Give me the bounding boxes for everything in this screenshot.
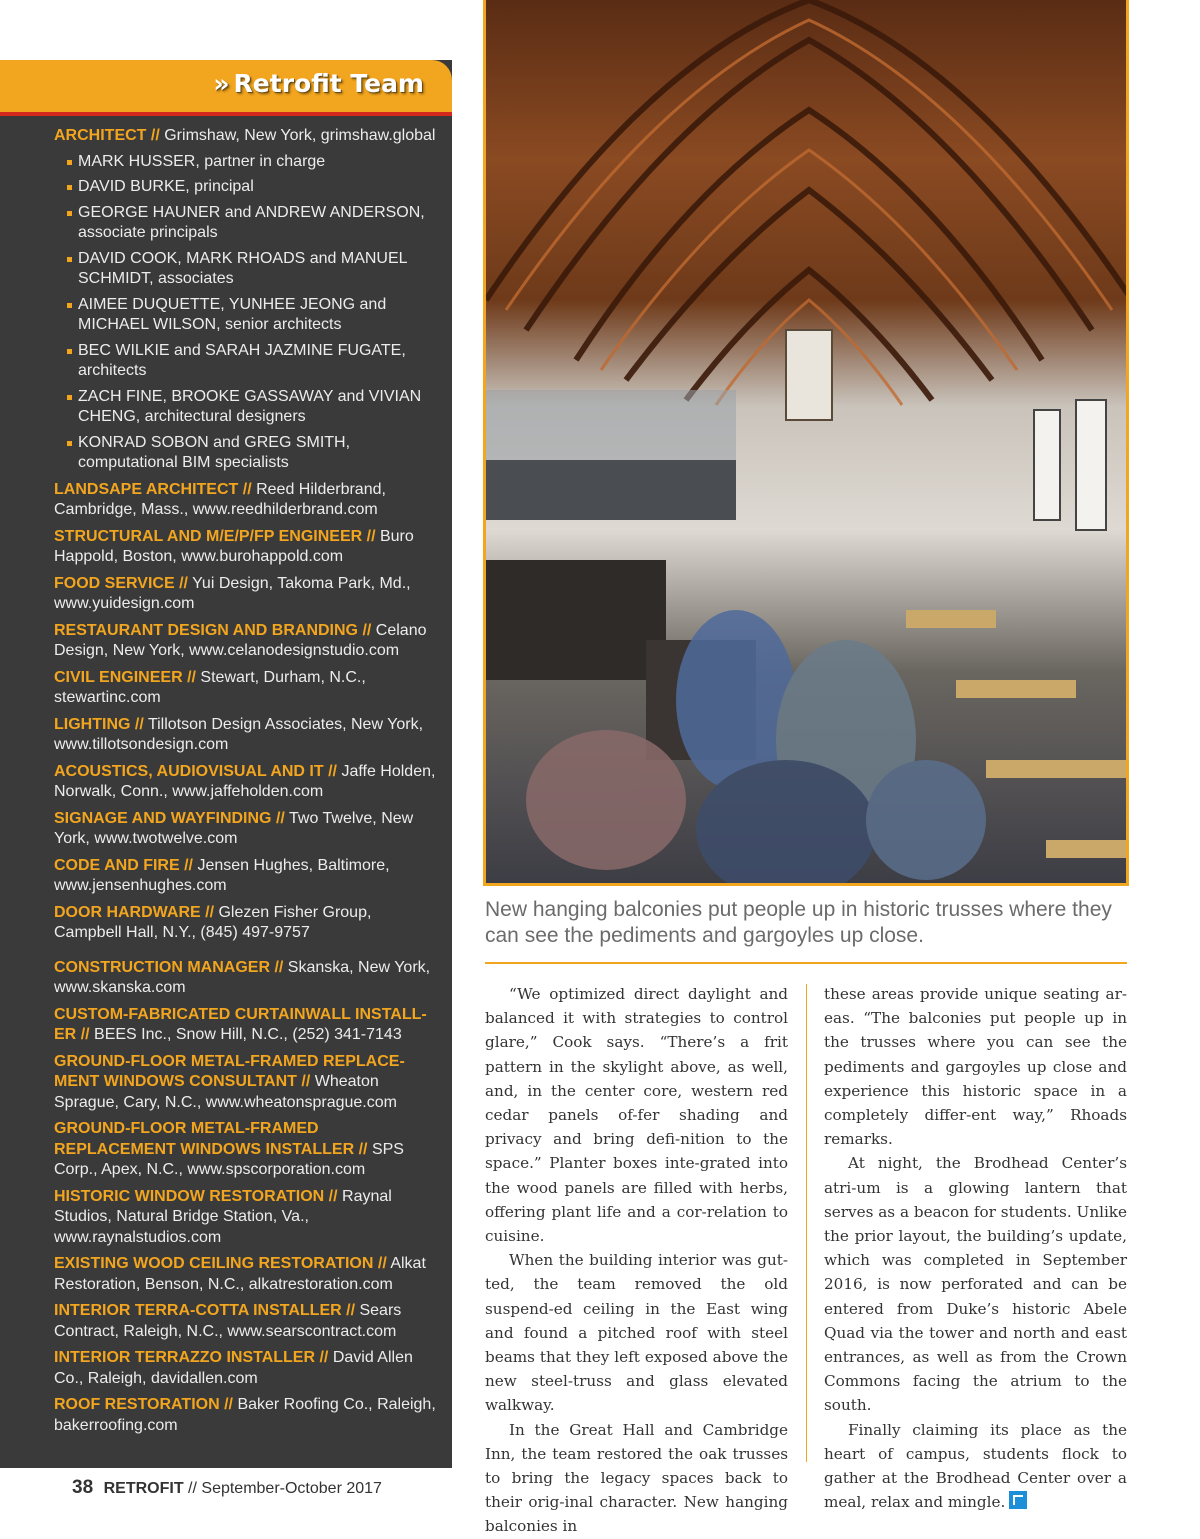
team-entry [54, 1395, 438, 1436]
team-entry [54, 856, 438, 897]
team-entry [54, 1119, 438, 1181]
great-hall-photo [483, 0, 1129, 886]
footer-separator: // [188, 1480, 197, 1497]
sidebar-title [213, 69, 424, 98]
role-separator: // [274, 958, 284, 976]
role-separator: // [346, 1302, 356, 1319]
team-entry [54, 762, 438, 803]
article-column-2 [824, 982, 1127, 1514]
person-item: KONRAD SOBON and GREG SMITH, computational BIM specialists [54, 433, 438, 474]
article-paragraph: When the building interior was gut-ted, the team removed the old suspend-ed ceiling in the East wing and found a pitched roof with steel beams that they left exposed above the new steel-truss and glass elevated walkway. [485, 1251, 788, 1415]
team-role: SIGNAGE AND WAYFINDING [54, 809, 272, 827]
role-separator: // [328, 762, 337, 780]
team-role: INTERIOR TERRA-COTTA INSTALLER [54, 1302, 342, 1319]
team-role: STRUCTURAL AND M/E/P/FP ENGINEER [54, 527, 363, 545]
team-entry [54, 126, 438, 474]
team-list [54, 126, 438, 1442]
team-firm: Yui Design, Takoma Park, Md., www.yuidesign.com [54, 574, 411, 612]
team-role: GROUND-FLOOR METAL-FRAMED REPLACEMENT WINDOWS INSTALLER [54, 1120, 355, 1158]
team-entry [54, 1005, 438, 1046]
people-list [54, 152, 438, 474]
caption-rule [485, 962, 1127, 964]
photo-caption: New hanging balconies put people up in historic trusses where they can see the pediments and gargoyles up close. [485, 898, 1112, 947]
retrofit-team-sidebar [0, 60, 452, 1468]
team-firm: Jensen Hughes, Baltimore, www.jensenhughes.com [54, 856, 390, 894]
team-firm: David Allen Co., Raleigh, davidallen.com [54, 1349, 413, 1387]
team-firm: Stewart, Durham, N.C., stewartinc.com [54, 668, 366, 706]
team-role: CUSTOM-FABRICATED CURTAINWALL INSTALL-ER [54, 1005, 427, 1043]
role-separator: // [134, 715, 144, 733]
team-entry [54, 621, 438, 662]
article-paragraph: these areas provide unique seating ar-eas. “The balconies put people up in the trusses where you can see the pediments and gargoyles up close and experience this historic space in a completely differ-ent way,” Rhoads remarks. [824, 985, 1127, 1149]
team-firm: Grimshaw, New York, grimshaw.global [164, 127, 436, 144]
team-role: RESTAURANT DESIGN AND BRANDING [54, 621, 358, 639]
team-firm: Skanska, New York, www.skanska.com [54, 958, 431, 996]
person-item: AIMEE DUQUETTE, YUNHEE JEONG and MICHAEL WILSON, senior architects [54, 295, 438, 336]
person-item: DAVID COOK, MARK RHOADS and MANUEL SCHMIDT, associates [54, 249, 438, 290]
team-firm: Two Twelve, New York, www.twotwelve.com [54, 809, 414, 847]
team-entry [54, 809, 438, 850]
person-item: MARK HUSSER, partner in charge [54, 152, 438, 173]
team-role: EXISTING WOOD CEILING RESTORATION [54, 1255, 374, 1272]
team-firm: Reed Hilderbrand, Cambridge, Mass., www.reedhilderbrand.com [54, 480, 386, 518]
sidebar-header [0, 60, 452, 116]
team-entry [54, 1254, 438, 1295]
team-entry [54, 1187, 438, 1249]
magazine-name: RETROFIT [103, 1480, 184, 1497]
team-role: ROOF RESTORATION [54, 1396, 220, 1413]
role-separator: // [275, 809, 285, 827]
team-role: LIGHTING [54, 715, 131, 733]
team-entry [54, 527, 438, 568]
team-role: GROUND-FLOOR METAL-FRAMED REPLACE-MENT WINDOWS CONSULTANT [54, 1052, 405, 1090]
team-firm: Jaffe Holden, Norwalk, Conn., www.jaffeholden.com [54, 762, 436, 800]
article-paragraph: “We optimized direct daylight and balanced it with strategies to control glare,” Cook says. “There’s a frit pattern in the skylight above, as well, and, in the center core, western red cedar panels of-fer shading and privacy and bring defi-nition to the space.” Planter boxes inte-grated into the wood panels are filled with herbs, offering plant life and a cor-relation to cuisine. [485, 985, 788, 1246]
person-item: ZACH FINE, BROOKE GASSAWAY and VIVIAN CHENG, architectural designers [54, 387, 438, 428]
team-firm: SPS Corp., Apex, N.C., www.spscorporation.com [54, 1140, 404, 1178]
team-firm: Raynal Studios, Natural Bridge Station, Va., www.raynalstudios.com [54, 1187, 392, 1246]
team-firm: Buro Happold, Boston, www.burohappold.com [54, 527, 414, 565]
role-separator: // [187, 668, 196, 686]
team-entry [54, 1301, 438, 1342]
team-entry [54, 958, 438, 999]
column-divider [806, 984, 807, 1462]
team-firm: BEES Inc., Snow Hill, N.C., (252) 341-7143 [94, 1026, 402, 1043]
chevron-right-icon: » [213, 69, 230, 98]
role-separator: // [328, 1187, 338, 1205]
team-entry [54, 668, 438, 709]
end-mark-icon [1009, 1491, 1027, 1509]
role-separator: // [205, 903, 215, 921]
team-role: ARCHITECT [54, 127, 147, 144]
photo-illustration [486, 0, 1129, 886]
page-footer [72, 1477, 382, 1499]
team-firm: Alkat Restoration, Benson, N.C., alkatrestoration.com [54, 1255, 426, 1293]
article-paragraph [824, 1418, 1127, 1515]
team-role: CODE AND FIRE [54, 856, 180, 874]
role-separator: // [358, 1140, 368, 1158]
team-entry [54, 715, 438, 756]
team-role: LANDSAPE ARCHITECT [54, 480, 239, 498]
team-role: FOOD SERVICE [54, 574, 175, 592]
role-separator: // [366, 527, 376, 545]
team-entry [54, 1052, 438, 1114]
role-separator: // [179, 574, 188, 592]
role-separator: // [319, 1349, 329, 1366]
team-firm: Celano Design, New York, www.celanodesignstudio.com [54, 621, 427, 659]
team-role: CIVIL ENGINEER [54, 668, 183, 686]
person-item: GEORGE HAUNER and ANDREW ANDERSON, associate principals [54, 203, 438, 244]
team-role: HISTORIC WINDOW RESTORATION [54, 1187, 325, 1205]
role-separator: // [184, 856, 193, 874]
team-role: DOOR HARDWARE [54, 903, 201, 921]
role-separator: // [80, 1026, 90, 1043]
team-firm: Glezen Fisher Group, Campbell Hall, N.Y., (845) 497-9757 [54, 903, 372, 941]
role-separator: // [377, 1255, 387, 1272]
team-entry [54, 903, 438, 944]
team-firm: Baker Roofing Co., Raleigh, bakerroofing.com [54, 1396, 436, 1434]
team-entry [54, 480, 438, 521]
article-column-1 [485, 982, 788, 1539]
role-separator: // [301, 1073, 311, 1090]
team-entry [54, 574, 438, 615]
team-firm: Sears Contract, Raleigh, N.C., www.searscontract.com [54, 1302, 402, 1340]
role-separator: // [150, 127, 160, 144]
page-number: 38 [72, 1477, 94, 1498]
issue-date: September-October 2017 [201, 1480, 382, 1497]
article-paragraph: In the Great Hall and Cambridge Inn, the team restored the oak trusses to bring the legacy spaces back to their orig-inal character. New hanging balconies in [485, 1420, 788, 1536]
person-item: BEC WILKIE and SARAH JAZMINE FUGATE, architects [54, 341, 438, 382]
team-role: INTERIOR TERRAZZO INSTALLER [54, 1349, 316, 1366]
role-separator: // [242, 480, 252, 498]
sidebar-title-text: Retrofit Team [233, 69, 424, 98]
role-separator: // [362, 621, 372, 639]
person-item: DAVID BURKE, principal [54, 177, 438, 198]
team-firm: Wheaton Sprague, Cary, N.C., www.wheatonsprague.com [54, 1073, 397, 1111]
team-entry [54, 1348, 438, 1389]
team-firm: Tillotson Design Associates, New York, www.tillotsondesign.com [54, 715, 424, 753]
team-role: ACOUSTICS, AUDIOVISUAL AND IT [54, 762, 324, 780]
team-role: CONSTRUCTION MANAGER [54, 958, 270, 976]
role-separator: // [224, 1396, 233, 1413]
article-closing-text: Finally claiming its place as the heart of campus, students flock to gather at the Brodhead Center over a meal, relax and mingle. [824, 1420, 1127, 1512]
article-paragraph: At night, the Brodhead Center’s atri-um is a glowing lantern that serves as a beacon for students. Unlike the prior layout, the building’s update, which was completed in September 2016, is now perforated and can be entered from Duke’s historic Abele Quad via the tower and north and east entrances, as well as from the Crown Commons facing the atrium to the south. [824, 1154, 1127, 1415]
